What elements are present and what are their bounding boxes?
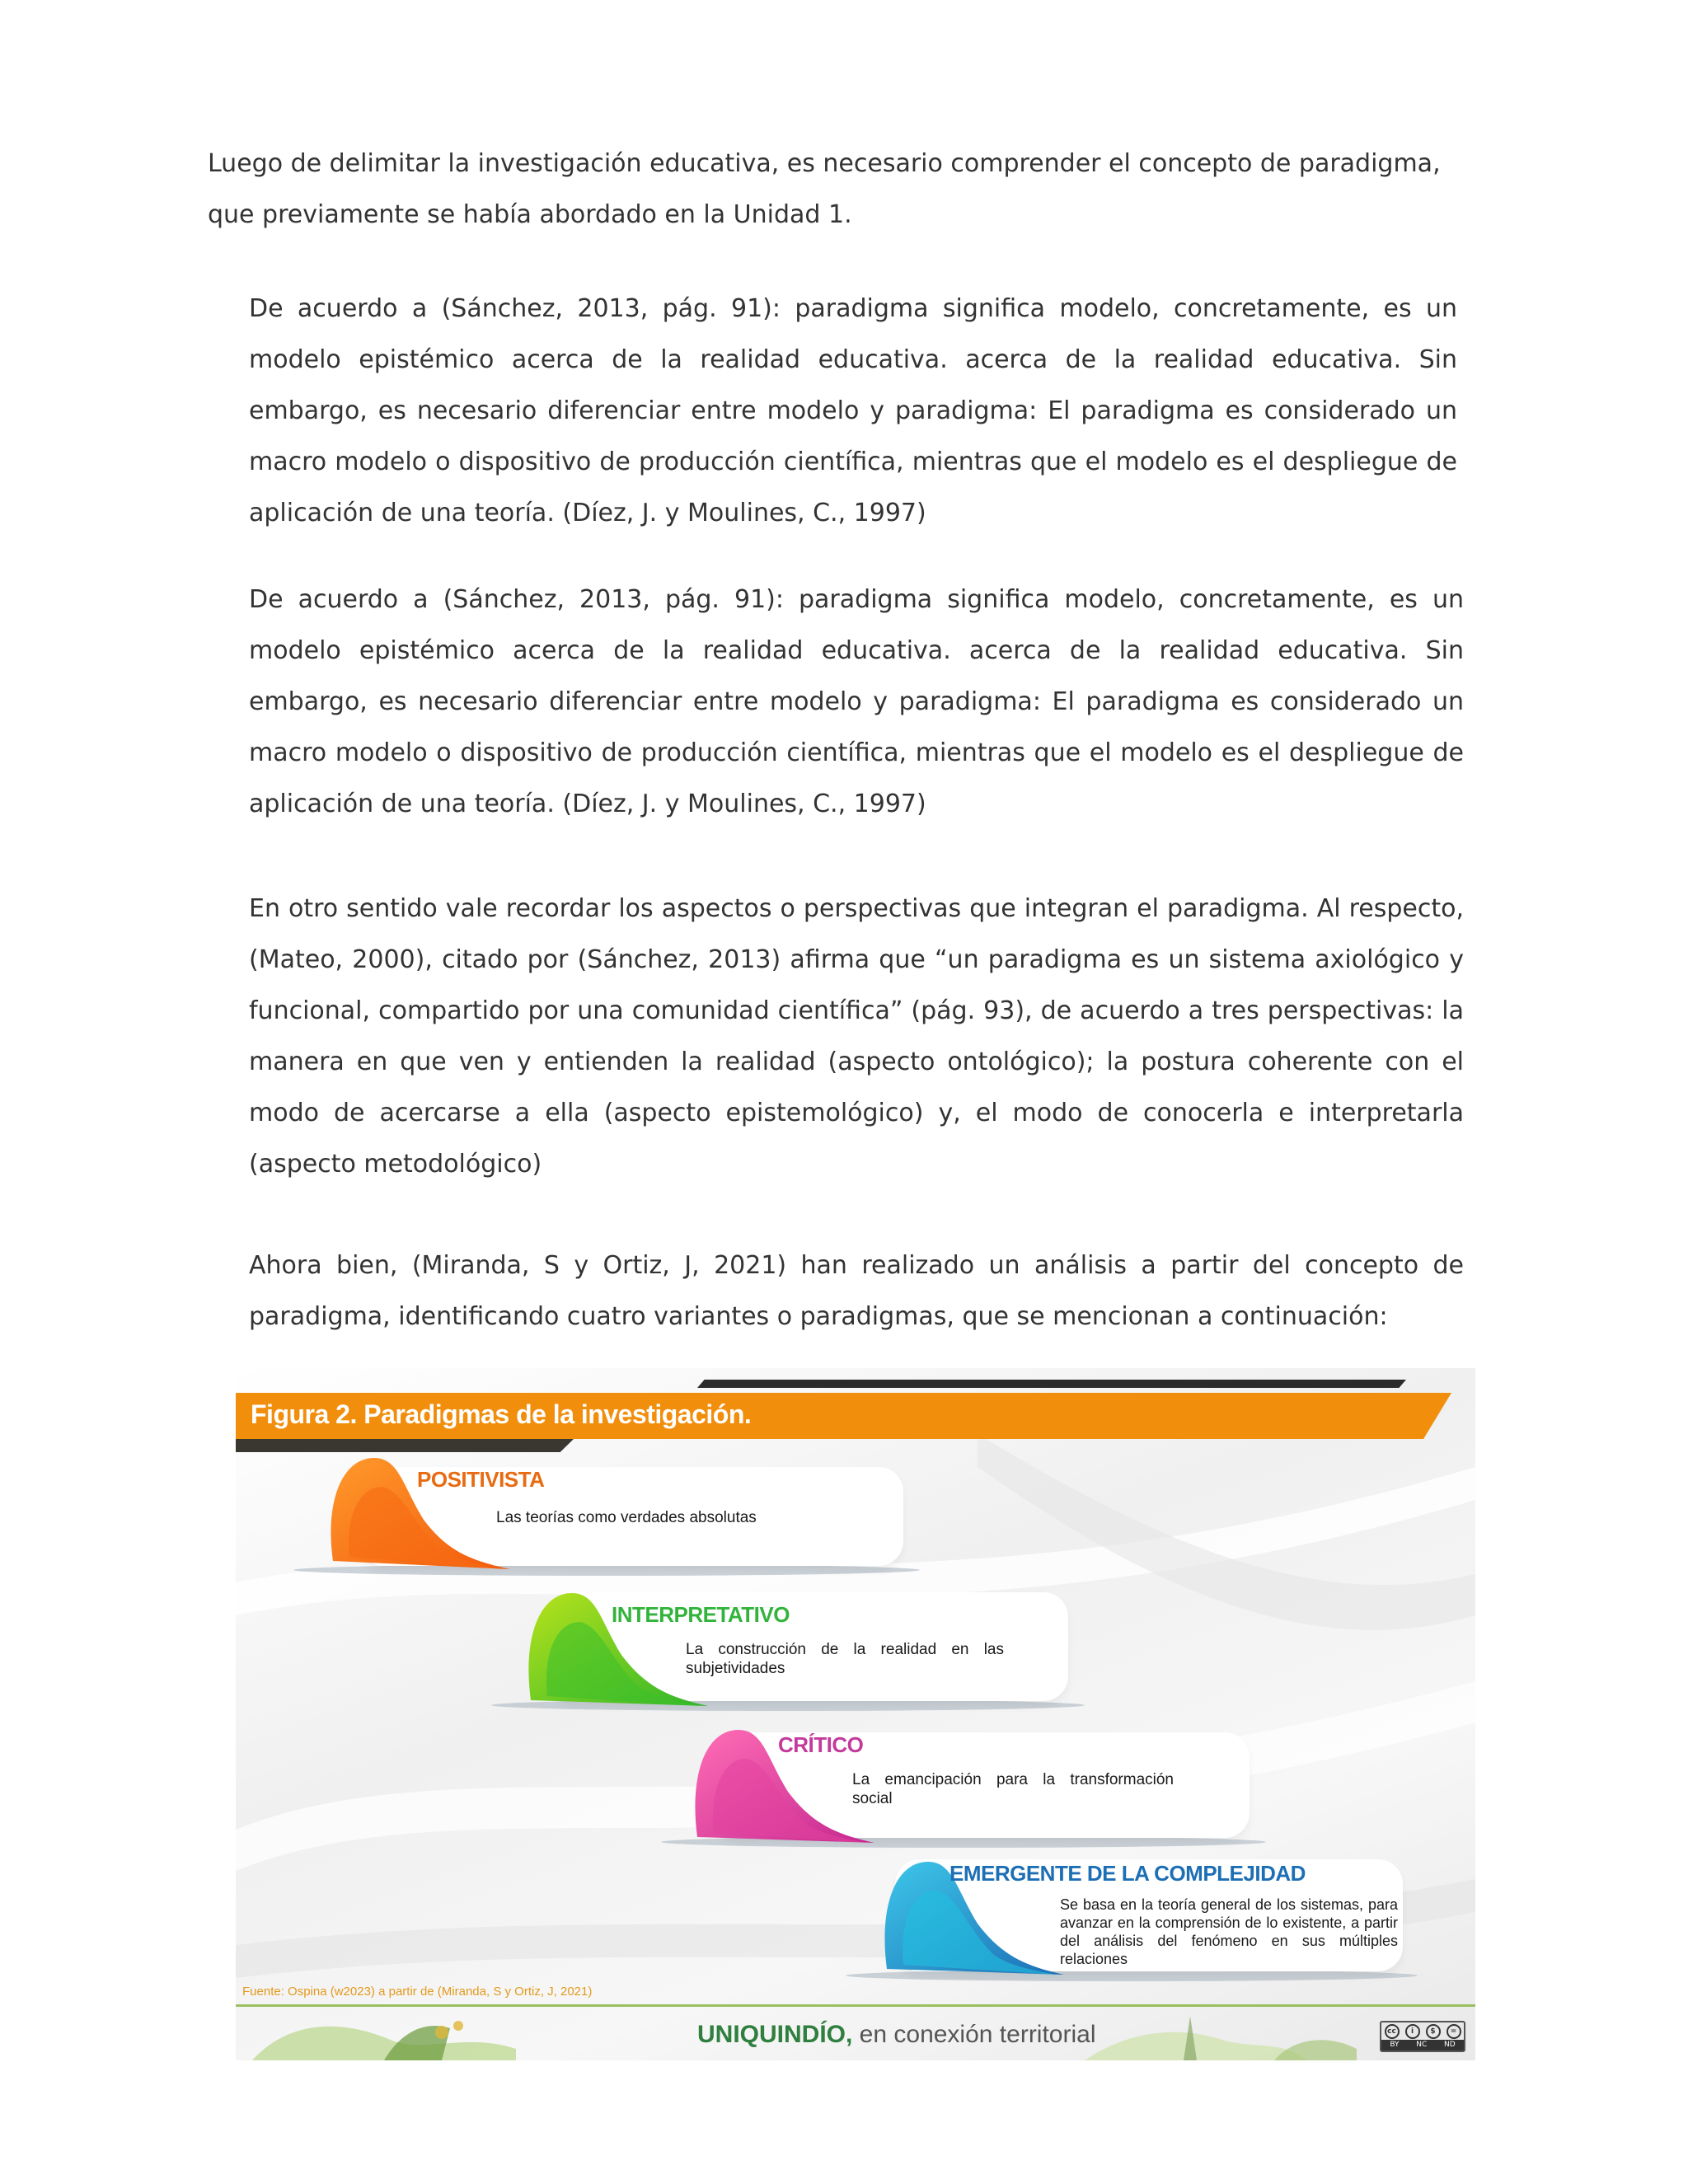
intro-paragraph: Luego de delimitar la investigación educativa, es necesario comprender el concepto de paradigma, que previamente se había abordado en la Unidad 1. <box>208 149 1441 229</box>
paradigm-name: CRÍTICO <box>778 1732 864 1757</box>
license-label: BY <box>1390 2041 1400 2049</box>
noderivatives-icon: = <box>1447 2024 1461 2039</box>
paradigm-description: Se basa en la teoría general de los sistemas, para avanzar en la comprensión de lo existente, a partir del análisis del fenómeno en sus múltiples relaciones <box>1060 1896 1398 1967</box>
attribution-icon: i <box>1405 2024 1420 2039</box>
creative-commons-license-badge <box>1380 2021 1465 2052</box>
analysis-paragraph: Ahora bien, (Miranda, S y Ortiz, J, 2021) han realizado un análisis a partir del concepto de paradigma, identificando cuatro variantes o paradigmas, que se mencionan a continuación: <box>249 1251 1464 1331</box>
paradigm-name: INTERPRETATIVO <box>612 1602 790 1627</box>
footer-brand: UNIQUINDÍO, <box>697 2021 853 2048</box>
cc-icon: cc <box>1385 2024 1400 2039</box>
title-underline <box>236 1439 574 1452</box>
figure-source: Fuente: Ospina (w2023) a partir de (Miranda, S y Ortiz, J, 2021) <box>242 1985 593 1999</box>
paradigms-figure <box>236 1368 1475 2060</box>
paradigm-name: EMERGENTE DE LA COMPLEJIDAD <box>950 1861 1306 1886</box>
quote-paragraph-1: De acuerdo a (Sánchez, 2013, pág. 91): paradigma significa modelo, concretamente, es un modelo epistémico acerca de la realidad educativa. acerca de la realidad educativa. Sin embargo, es necesario diferenciar entre modelo y paradigma: El paradigma es considerado un macro modelo o dispositivo de producción científica, mientras que el modelo es el despliegue de aplicación de una teoría. (Díez, J. y Moulines, C., 1997) <box>249 294 1457 527</box>
title-top-line <box>697 1380 1406 1388</box>
license-label: ND <box>1443 2041 1456 2049</box>
noncommercial-icon: $ <box>1426 2024 1441 2039</box>
paradigm-description: La construcción de la realidad en las subjetividades <box>686 1641 1004 1677</box>
figure-title: Figura 2. Paradigmas de la investigación. <box>251 1399 752 1429</box>
paradigm-description: La emancipación para la transformación social <box>852 1771 1174 1807</box>
paradigm-description: Las teorías como verdades absolutas <box>496 1509 757 1526</box>
footer-tagline <box>697 2021 1096 2049</box>
license-label: NC <box>1416 2041 1428 2049</box>
footer-divider <box>236 2004 1475 2007</box>
footer-tagline-text: en conexión territorial <box>852 2021 1096 2048</box>
perspectives-paragraph: En otro sentido vale recordar los aspectos o perspectivas que integran el paradigma. Al respecto, (Mateo, 2000), citado por (Sánchez, 2013) afirma que “un paradigma es un sistema axiológico y funcional, compartido por una comunidad científica” (pág. 93), de acuerdo a tres perspectivas: la manera en que ven y entienden la realidad (aspecto ontológico); la postura coherente con el modo de acercarse a ella (aspecto epistemológico) y, el modo de conocerla e interpretarla (aspecto metodológico) <box>249 894 1464 1179</box>
quote-paragraph-2: De acuerdo a (Sánchez, 2013, pág. 91): paradigma significa modelo, concretamente, es un modelo epistémico acerca de la realidad educativa. acerca de la realidad educativa. Sin embargo, es necesario diferenciar entre modelo y paradigma: El paradigma es considerado un macro modelo o dispositivo de producción científica, mientras que el modelo es el despliegue de aplicación de una teoría. (Díez, J. y Moulines, C., 1997) <box>249 585 1464 818</box>
paradigm-name: POSITIVISTA <box>417 1467 545 1492</box>
